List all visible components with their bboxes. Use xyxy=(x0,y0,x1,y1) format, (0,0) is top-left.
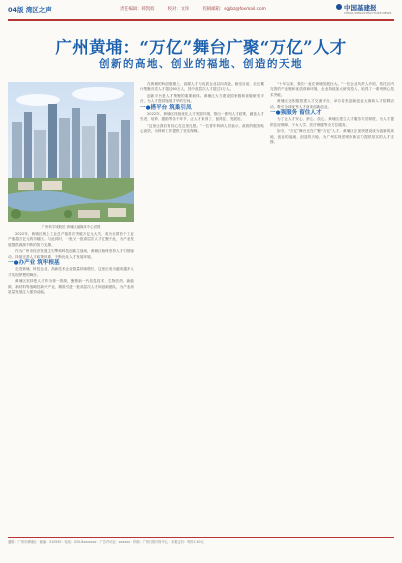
newspaper-logo-sub: CHINA INFRASTRUCTURE NEWS xyxy=(344,11,392,15)
paragraph: 作为广州市经济发展主引擎和科技创新主战场，黄埔区始终坚持人才引领驱动，持续完善人才政策体系，不断优化人才发展环境。 xyxy=(8,249,134,259)
paragraph: 2022年，黄埔区规上工业总产值首次突破万亿元大关，成为全国首个工业产值超万亿元的市辖区。与此同时，一批又一批高层次人才汇聚于此，为产业发展提供源源不断的智力支撑。 xyxy=(8,232,134,247)
header-meta xyxy=(120,6,278,12)
photo-caption: 广州科学城航拍 黄埔区融媒体中心供图 xyxy=(41,225,101,229)
newspaper-logo: 中国基建报 xyxy=(344,4,377,12)
footer-rule xyxy=(8,537,394,538)
city-aerial-image xyxy=(8,82,134,222)
paragraph: 黄埔区还积极搭建人才交流平台，举办各类创新创业大赛和人才招聘活动，吸引全球优秀人才前来创新创业。 xyxy=(270,99,394,109)
headline-title: 广州黄埔：“万亿”舞台广聚“万亿”人才 xyxy=(55,38,347,57)
paragraph: 黄埔区坚持把人才作为第一资源，聚焦新一代信息技术、生物医药、新能源、新材料等战略性新兴产业，精准引进一批高层次人才和创新团队，为产业高质量发展注入强劲动能。 xyxy=(8,279,134,295)
header-rule xyxy=(8,19,394,21)
paragraph: 为了让人才安心、舒心、放心，黄埔区建立人才服务专员制度，为人才提供住房保障、子女入学、医疗保健等全方位服务。 xyxy=(270,117,394,127)
designer-label: 校对：文珍 xyxy=(167,7,190,12)
paragraph: 创新平台是人才集聚的重要载体。黄埔区大力建设国家级和省级研发平台，为人才提供施展才华的空间。 xyxy=(140,93,264,104)
paragraph: “十年以来，我们一直在黄埔发展壮大。”一位企业负责人介绍，依托区内完善的产业链和优质营商环境，企业持续加大研发投入，取得了一系列核心技术突破。 xyxy=(270,82,394,97)
paragraph: 如今，“万亿”舞台正在广聚“万亿”人才，黄埔区正加快建设成为创新的高地、创业的福地、创造的天地，为广州实现老城市新活力提供坚实的人才支撑。 xyxy=(270,129,394,145)
headline-subtitle: 创新的高地、创业的福地、创造的天地 xyxy=(99,58,303,70)
section-heading: 一●强服务 留住人才 xyxy=(270,110,322,117)
paragraph: 在黄埔的科创版图上，高端人才与优质企业双向奔赴。截至目前，全区累计集聚各类人才超过60万人，其中高层次人才超过1万人。 xyxy=(140,82,264,92)
article-photo xyxy=(8,82,134,222)
editor-label: 责任编辑：韩凯姣 xyxy=(120,7,155,12)
section-heading: 一●搭平台 筑巢引凤 xyxy=(140,104,192,111)
logo-icon xyxy=(336,4,342,10)
article-column-1 xyxy=(8,232,134,532)
email-label: 投稿邮箱：sgjbz@foxmail.com xyxy=(202,7,266,12)
article-column-2 xyxy=(140,82,264,532)
article-column-3 xyxy=(270,82,394,532)
footer-text: 通联：广州市黄埔区 · 邮编：510530 · 电话：020-8xxxxxxx · 广告许可证：xxxxxx · 印刷：广州日报印务中心 · 本报定价：每份1.50元 xyxy=(8,540,204,544)
paragraph: “这里让我们有信心在这里扎根。”一位青年科研人员表示，政府的服务贴心高效，为科研工作提供了坚实保障。 xyxy=(140,123,264,134)
paragraph: 走进黄埔，科技企业、高新技术企业数量持续增长，这里正成为越来越多人才实现梦想的舞台。 xyxy=(8,267,134,277)
section-heading: 一●办产业 筑牢根基 xyxy=(8,260,60,267)
page-label: 04版 湾区之声 xyxy=(8,6,52,14)
paragraph: 2022年，黄埔区持续优化人才发展环境，推出一系列人才政策，涵盖人才引进、培养、激励等各个环节，让人才来得了、留得住、发展好。 xyxy=(140,112,264,122)
